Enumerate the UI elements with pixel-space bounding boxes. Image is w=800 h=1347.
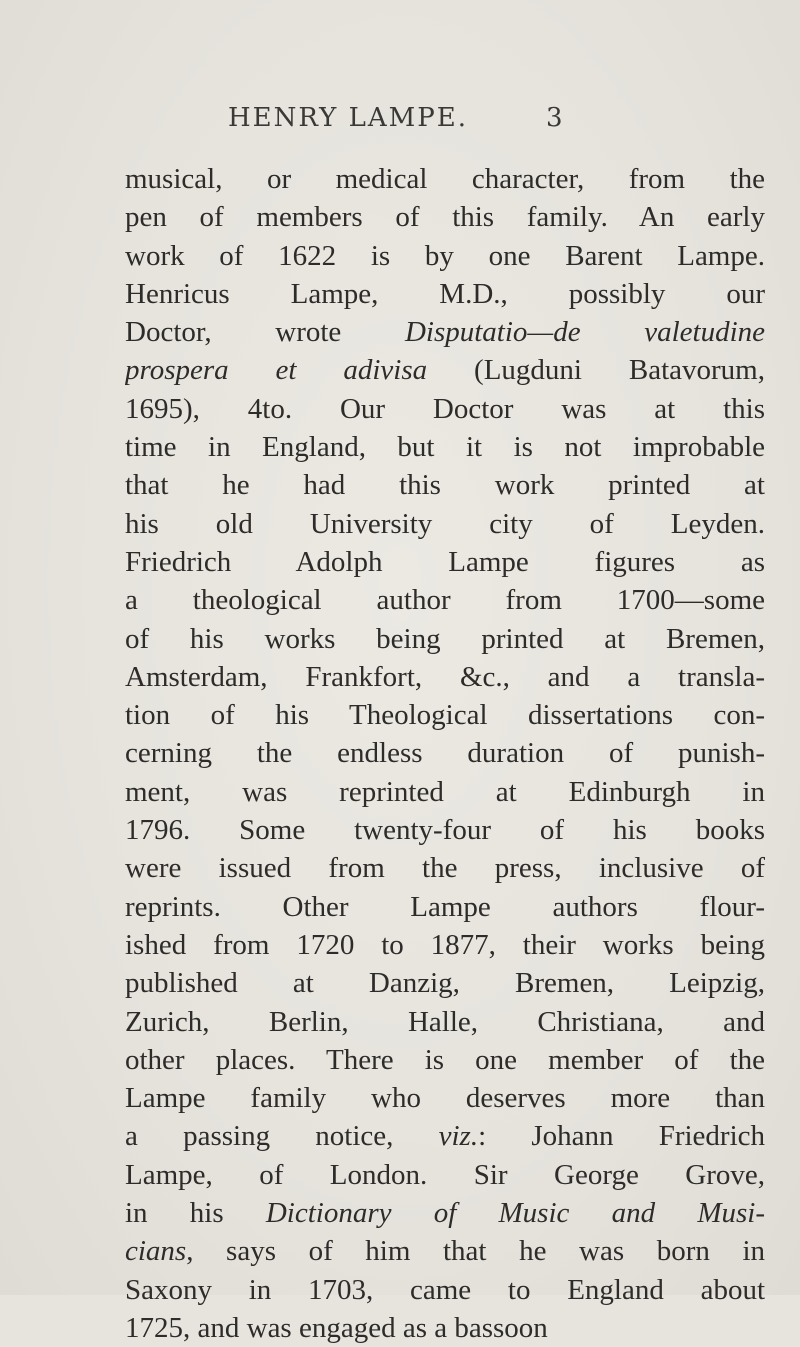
- text-line: [125, 849, 765, 887]
- text-line: [125, 1156, 765, 1194]
- text-segment: reprints. Other Lampe authors flour-: [125, 890, 765, 923]
- text-line: [125, 964, 765, 1002]
- text-segment: 1796. Some twenty-four of his books: [125, 814, 765, 847]
- text-segment: Zurich, Berlin, Halle, Christiana, and: [125, 1005, 765, 1038]
- text-line: [125, 1117, 765, 1155]
- italic-text-segment: cians: [125, 1235, 187, 1268]
- text-segment: : Johann Friedrich: [478, 1120, 765, 1153]
- text-segment: , says of him that he was born in: [186, 1235, 765, 1268]
- text-line: [125, 428, 765, 466]
- italic-text-segment: Disputatio—de valetudine: [404, 316, 765, 349]
- text-line: [125, 926, 765, 964]
- text-line: [125, 313, 765, 351]
- text-line: [125, 275, 765, 313]
- text-line: [125, 1041, 765, 1079]
- text-line: [125, 658, 765, 696]
- text-line: [125, 1232, 765, 1270]
- italic-text-segment: viz.: [438, 1120, 479, 1153]
- text-line: [125, 351, 765, 389]
- page-header: [0, 103, 800, 143]
- text-segment: of his works being printed at Bremen,: [125, 622, 765, 655]
- text-line: [125, 734, 765, 772]
- running-head: HENRY LAMPE.: [228, 103, 469, 133]
- text-segment: musical, or medical character, from the: [125, 163, 765, 195]
- text-line: [125, 1271, 765, 1309]
- text-line: [125, 160, 765, 198]
- text-line: [125, 1309, 765, 1347]
- text-segment: 1695), 4to. Our Doctor was at this: [125, 392, 765, 425]
- text-segment: were issued from the press, inclusive of: [125, 852, 765, 885]
- text-segment: work of 1622 is by one Barent Lampe.: [125, 239, 765, 272]
- text-line: [125, 811, 765, 849]
- text-segment: a passing notice,: [125, 1120, 439, 1153]
- text-segment: time in England, but it is not improbable: [125, 431, 765, 464]
- text-segment: a theological author from 1700—some: [125, 584, 765, 617]
- text-line: [125, 237, 765, 275]
- text-line: [125, 543, 765, 581]
- page-number: 3: [546, 103, 563, 133]
- text-segment: other places. There is one member of the: [125, 1043, 765, 1076]
- text-segment: that he had this work printed at: [125, 469, 765, 502]
- text-line: [125, 1003, 765, 1041]
- text-segment: Friedrich Adolph Lampe figures as: [125, 545, 765, 578]
- text-segment: cerning the endless duration of punish-: [125, 737, 765, 770]
- text-segment: ished from 1720 to 1877, their works being: [125, 928, 765, 961]
- text-segment: pen of members of this family. An early: [125, 201, 765, 234]
- body-text: [125, 160, 765, 1347]
- text-segment: Saxony in 1703, came to England about: [125, 1273, 765, 1306]
- text-segment: Henricus Lampe, M.D., possibly our: [125, 277, 765, 310]
- text-segment: published at Danzig, Bremen, Leipzig,: [125, 967, 765, 1000]
- text-line: [125, 696, 765, 734]
- text-segment: 1725, and was engaged as a bassoon: [125, 1311, 548, 1344]
- text-segment: tion of his Theological dissertations con-: [125, 699, 765, 732]
- italic-text-segment: prospera et adivisa: [125, 354, 428, 387]
- text-line: [125, 505, 765, 543]
- text-segment: Amsterdam, Frankfort, &c., and a transla-: [125, 660, 765, 693]
- text-segment: his old University city of Leyden.: [125, 507, 765, 540]
- text-line: [125, 1194, 765, 1232]
- text-line: [125, 466, 765, 504]
- text-segment: Lampe family who deserves more than: [125, 1082, 765, 1115]
- text-line: [125, 888, 765, 926]
- text-segment: Lampe, of London. Sir George Grove,: [125, 1158, 765, 1191]
- text-line: [125, 773, 765, 811]
- text-line: [125, 1079, 765, 1117]
- italic-text-segment: Dictionary of Music and Musi-: [265, 1197, 765, 1230]
- text-segment: Doctor, wrote: [125, 316, 405, 349]
- text-segment: in his: [125, 1197, 266, 1230]
- text-line: [125, 581, 765, 619]
- text-line: [125, 620, 765, 658]
- text-segment: ment, was reprinted at Edinburgh in: [125, 775, 765, 808]
- text-line: [125, 198, 765, 236]
- text-line: [125, 390, 765, 428]
- text-segment: (Lugduni Batavorum,: [427, 354, 765, 387]
